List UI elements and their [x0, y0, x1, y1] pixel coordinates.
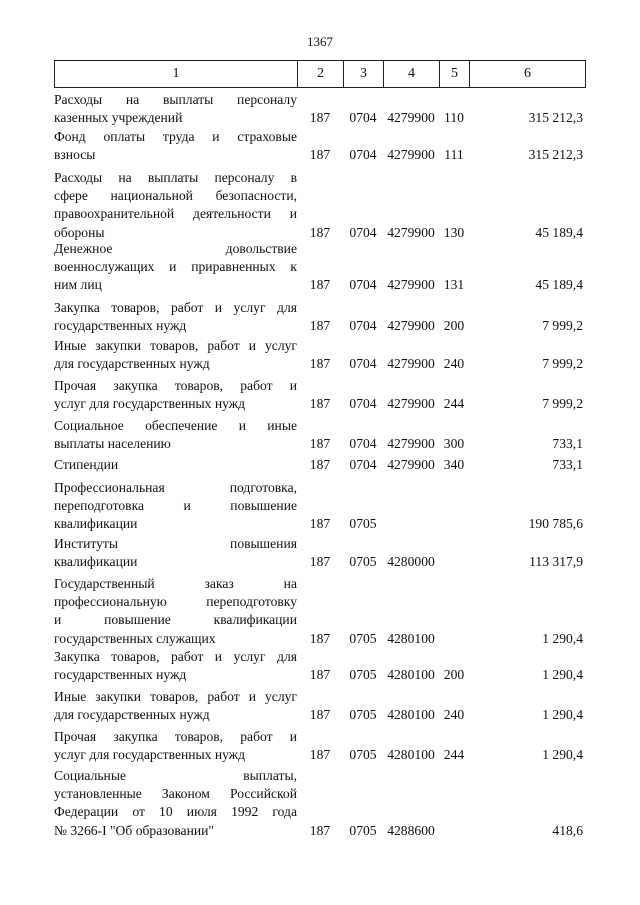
- row-description: [54, 648, 297, 684]
- row-amount: 7 999,2: [542, 318, 583, 334]
- description-line: взносы: [54, 147, 96, 163]
- row-description: [54, 417, 297, 453]
- table-row: [54, 728, 585, 764]
- description-line: установленные Законом Российской: [54, 786, 297, 802]
- row-ministry-code: 187: [309, 516, 331, 532]
- row-ministry-code: 187: [309, 147, 331, 163]
- row-target-code: 4279900: [387, 457, 435, 472]
- row-section-code: 0705: [349, 516, 377, 532]
- description-line: военнослужащих и приравненных к: [54, 259, 297, 275]
- description-line: Институты повышения: [54, 536, 297, 551]
- row-ministry-code: 187: [309, 396, 331, 412]
- row-description: [54, 91, 297, 127]
- description-line: Прочая закупка товаров, работ и: [54, 729, 297, 744]
- description-line: переподготовка и повышение: [54, 498, 297, 514]
- row-amount: 1 290,4: [542, 707, 583, 723]
- description-line: государственных служащих: [54, 630, 216, 646]
- row-section-code: 0705: [349, 667, 377, 683]
- row-section-code: 0704: [349, 436, 377, 452]
- row-expense-type: 131: [443, 277, 465, 293]
- description-line: услуг для государственных нужд: [54, 396, 246, 412]
- description-line: Социальное обеспечение и иные: [54, 418, 297, 433]
- row-expense-type: 200: [443, 667, 465, 683]
- description-line: Закупка товаров, работ и услуг для: [54, 300, 297, 315]
- description-line: Государственный заказ на: [54, 576, 297, 591]
- description-line: Денежное довольствие: [54, 241, 297, 256]
- description-line: профессиональную переподготовку: [54, 594, 297, 610]
- description-line: Закупка товаров, работ и услуг для: [54, 649, 297, 664]
- description-line: Стипендии: [54, 457, 119, 472]
- row-description: [54, 479, 297, 534]
- row-ministry-code: 187: [309, 554, 331, 570]
- description-line: Федерации от 10 июля 1992 года: [54, 804, 297, 820]
- row-section-code: 0705: [349, 747, 377, 763]
- row-ministry-code: 187: [309, 356, 331, 372]
- row-amount: 315 212,3: [528, 147, 583, 163]
- table-row: [54, 767, 585, 840]
- description-line: квалификации: [54, 516, 138, 532]
- row-expense-type: 111: [444, 147, 464, 163]
- row-description: [54, 456, 297, 474]
- table-row: [54, 128, 585, 164]
- row-description: [54, 128, 297, 164]
- column-header-5: 5: [440, 61, 470, 88]
- row-section-code: 0704: [349, 147, 377, 163]
- row-description: [54, 377, 297, 413]
- row-amount: 45 189,4: [535, 224, 583, 240]
- row-amount: 733,1: [552, 457, 583, 472]
- description-line: обороны: [54, 224, 105, 240]
- row-section-code: 0705: [349, 707, 377, 723]
- row-target-code: 4280000: [387, 554, 435, 570]
- table-row: [54, 337, 585, 373]
- row-target-code: 4279900: [387, 110, 435, 126]
- row-ministry-code: 187: [309, 707, 331, 723]
- row-description: [54, 535, 297, 571]
- row-ministry-code: 187: [309, 277, 331, 293]
- table-row: [54, 535, 585, 571]
- description-line: Иные закупки товаров, работ и услуг: [54, 689, 297, 704]
- row-description: [54, 728, 297, 764]
- table-row: [54, 479, 585, 534]
- row-expense-type: 200: [443, 318, 465, 334]
- row-amount: 418,6: [552, 822, 583, 838]
- column-header-1: 1: [55, 61, 298, 88]
- description-line: правоохранительной деятельности и: [54, 206, 297, 222]
- table-row: [54, 688, 585, 724]
- row-amount: 45 189,4: [535, 277, 583, 293]
- column-header-table: [54, 60, 586, 88]
- description-line: казенных учреждений: [54, 110, 183, 126]
- row-section-code: 0705: [349, 822, 377, 838]
- row-section-code: 0705: [349, 554, 377, 570]
- row-amount: 315 212,3: [528, 110, 583, 126]
- row-amount: 190 785,6: [528, 516, 583, 532]
- row-target-code: 4280100: [387, 630, 435, 646]
- table-row: [54, 169, 585, 242]
- column-header-2: 2: [298, 61, 344, 88]
- row-ministry-code: 187: [309, 822, 331, 838]
- description-line: для государственных нужд: [54, 356, 210, 372]
- description-line: Расходы на выплаты персоналу: [54, 92, 297, 107]
- row-expense-type: 130: [443, 224, 465, 240]
- row-amount: 1 290,4: [542, 630, 583, 646]
- row-target-code: 4279900: [387, 277, 435, 293]
- row-description: [54, 299, 297, 335]
- row-ministry-code: 187: [309, 667, 331, 683]
- table-row: [54, 417, 585, 453]
- description-line: и повышение квалификации: [54, 612, 297, 628]
- row-section-code: 0705: [349, 630, 377, 646]
- row-ministry-code: 187: [309, 318, 331, 334]
- row-ministry-code: 187: [309, 436, 331, 452]
- row-ministry-code: 187: [309, 747, 331, 763]
- row-description: [54, 169, 297, 242]
- row-ministry-code: 187: [309, 630, 331, 646]
- column-header-6: 6: [470, 61, 586, 88]
- description-line: услуг для государственных нужд: [54, 747, 246, 763]
- row-amount: 733,1: [552, 436, 583, 452]
- row-section-code: 0704: [349, 457, 377, 472]
- row-section-code: 0704: [349, 224, 377, 240]
- row-target-code: 4279900: [387, 356, 435, 372]
- description-line: № 3266-I "Об образовании": [54, 822, 214, 838]
- table-row: [54, 299, 585, 335]
- description-line: Фонд оплаты труда и страховые: [54, 129, 297, 144]
- row-amount: 7 999,2: [542, 356, 583, 372]
- description-line: государственных нужд: [54, 667, 187, 683]
- row-ministry-code: 187: [309, 224, 331, 240]
- row-description: [54, 767, 297, 840]
- row-target-code: 4279900: [387, 224, 435, 240]
- page-number: 1367: [307, 34, 333, 49]
- row-expense-type: 240: [443, 356, 465, 372]
- row-amount: 1 290,4: [542, 747, 583, 763]
- row-ministry-code: 187: [309, 457, 331, 472]
- column-header-row: [55, 61, 586, 88]
- row-expense-type: 244: [443, 747, 465, 763]
- description-line: Расходы на выплаты персоналу в: [54, 170, 297, 185]
- description-line: выплаты населению: [54, 436, 171, 452]
- row-description: [54, 240, 297, 295]
- row-target-code: 4279900: [387, 396, 435, 412]
- description-line: ним лиц: [54, 277, 102, 293]
- row-target-code: 4279900: [387, 147, 435, 163]
- description-line: государственных нужд: [54, 318, 187, 334]
- row-amount: 7 999,2: [542, 396, 583, 412]
- row-ministry-code: 187: [309, 110, 331, 126]
- table-row: [54, 456, 585, 474]
- row-target-code: 4280100: [387, 747, 435, 763]
- row-description: [54, 688, 297, 724]
- column-header-3: 3: [344, 61, 384, 88]
- row-expense-type: 340: [443, 457, 465, 472]
- description-line: для государственных нужд: [54, 707, 210, 723]
- row-section-code: 0704: [349, 277, 377, 293]
- row-description: [54, 575, 297, 648]
- table-row: [54, 377, 585, 413]
- row-expense-type: 110: [444, 110, 464, 126]
- row-section-code: 0704: [349, 396, 377, 412]
- table-row: [54, 240, 585, 295]
- row-target-code: 4279900: [387, 318, 435, 334]
- description-line: Прочая закупка товаров, работ и: [54, 378, 297, 393]
- row-target-code: 4279900: [387, 436, 435, 452]
- row-expense-type: 244: [443, 396, 465, 412]
- table-row: [54, 91, 585, 127]
- table-row: [54, 575, 585, 648]
- row-target-code: 4280100: [387, 707, 435, 723]
- description-line: Социальные выплаты,: [54, 768, 297, 783]
- description-line: Профессиональная подготовка,: [54, 480, 297, 495]
- row-expense-type: 240: [443, 707, 465, 723]
- row-target-code: 4280100: [387, 667, 435, 683]
- table-row: [54, 648, 585, 684]
- row-expense-type: 300: [443, 436, 465, 452]
- column-header-4: 4: [384, 61, 440, 88]
- description-line: квалификации: [54, 554, 138, 570]
- description-line: сфере национальной безопасности,: [54, 188, 297, 204]
- row-description: [54, 337, 297, 373]
- row-section-code: 0704: [349, 110, 377, 126]
- row-amount: 1 290,4: [542, 667, 583, 683]
- row-target-code: 4288600: [387, 822, 435, 838]
- row-amount: 113 317,9: [529, 554, 583, 570]
- row-section-code: 0704: [349, 318, 377, 334]
- row-section-code: 0704: [349, 356, 377, 372]
- description-line: Иные закупки товаров, работ и услуг: [54, 338, 297, 353]
